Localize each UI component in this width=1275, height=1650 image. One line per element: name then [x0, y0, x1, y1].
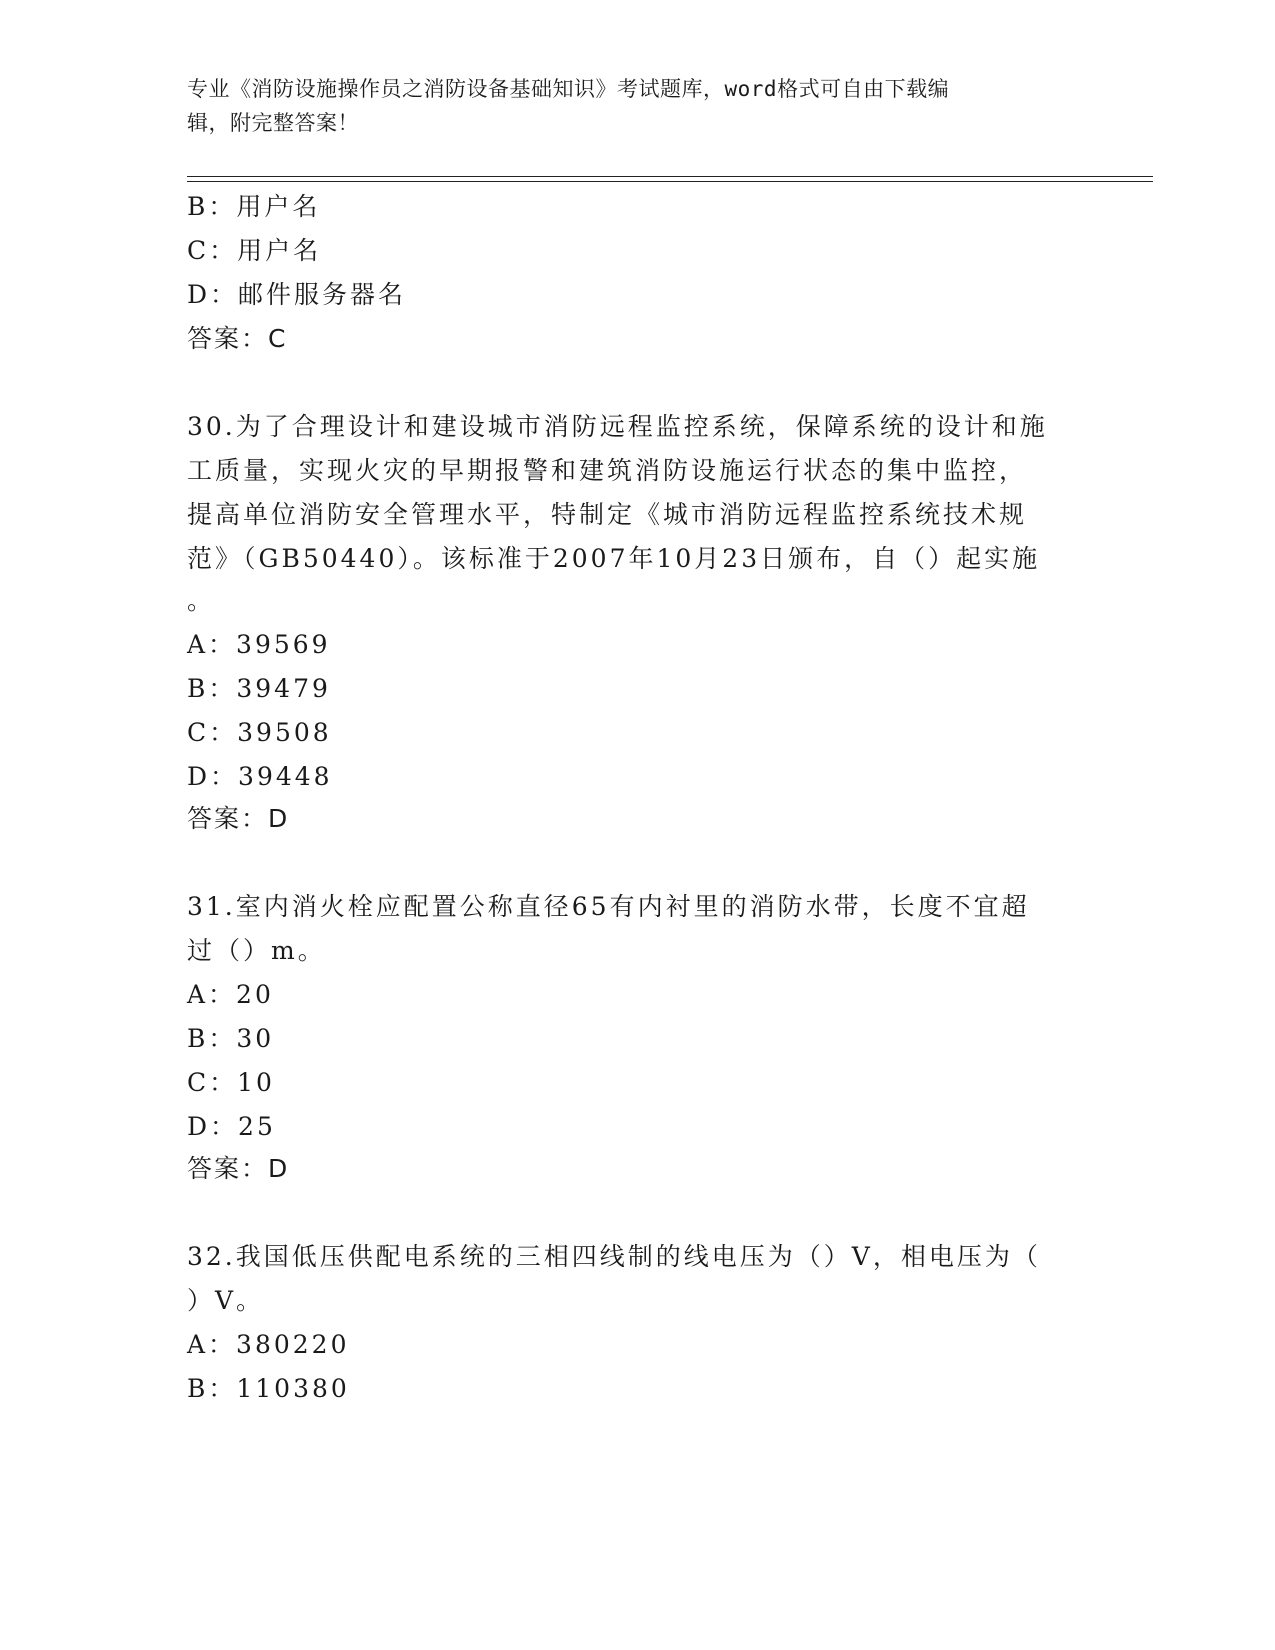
question-30-line-3: 提高单位消防安全管理水平，特制定《城市消防远程监控系统技术规 [187, 500, 1028, 529]
option-b: B：39479 [187, 674, 331, 703]
option-b: B：30 [187, 1024, 275, 1053]
option-c: C：用户名 [187, 236, 322, 265]
document-header [187, 72, 1067, 140]
option-b: B：用户名 [187, 192, 321, 221]
option-a: A：380220 [187, 1330, 350, 1359]
header-line-1: 专业《消防设施操作员之消防设备基础知识》考试题库，word格式可自由下载编 [187, 77, 950, 101]
answer: 答案：D [187, 804, 290, 833]
header-line-2: 辑，附完整答案！ [187, 111, 359, 135]
option-c: C：10 [187, 1068, 275, 1097]
question-30-line-5: 。 [187, 586, 216, 615]
option-d: D：39448 [187, 762, 333, 791]
option-d: D：25 [187, 1112, 276, 1141]
question-30-line-2: 工质量，实现火灾的早期报警和建筑消防设施运行状态的集中监控， [187, 456, 1028, 485]
question-31-line-1: 31.室内消火栓应配置公称直径65有内衬里的消防水带，长度不宜超 [187, 892, 1030, 921]
option-b: B：110380 [187, 1374, 350, 1403]
option-a: A：20 [187, 980, 274, 1009]
option-c: C：39508 [187, 718, 332, 747]
question-32-line-1: 32.我国低压供配电系统的三相四线制的线电压为（）V，相电压为（ [187, 1242, 1041, 1271]
question-31-line-2: 过（）m。 [187, 936, 326, 965]
option-a: A：39569 [187, 630, 331, 659]
question-32-line-2: ）V。 [187, 1286, 265, 1315]
header-divider-top [187, 176, 1153, 177]
header-divider-bottom [187, 181, 1153, 182]
question-30-line-1: 30.为了合理设计和建设城市消防远程监控系统，保障系统的设计和施 [187, 412, 1048, 441]
answer: 答案：C [187, 324, 288, 353]
question-30-line-4: 范》（GB50440）。该标准于2007年10月23日颁布，自（）起实施 [187, 544, 1041, 573]
option-d: D：邮件服务器名 [187, 280, 407, 309]
answer: 答案：D [187, 1154, 290, 1183]
